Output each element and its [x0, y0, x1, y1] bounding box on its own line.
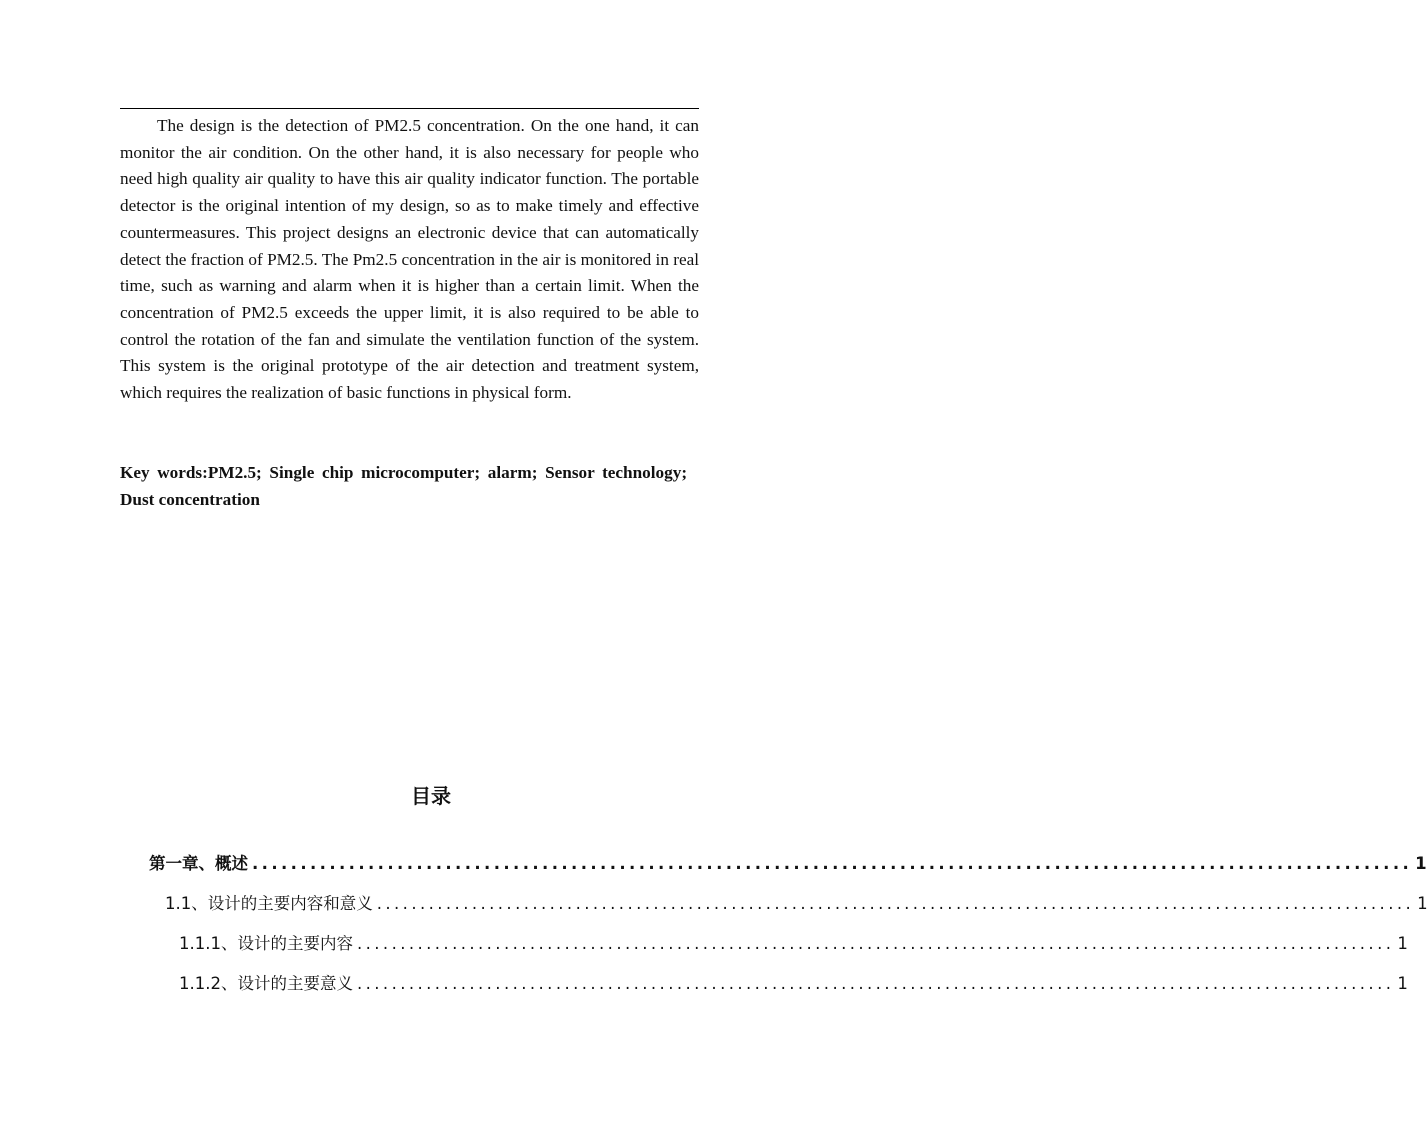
- toc-entry-label: 1.1.1、设计的主要内容: [179, 934, 353, 953]
- toc-dot-leader: ........................................................................................................................: [376, 894, 1415, 913]
- toc-entry-label: 第一章、概述: [149, 854, 248, 873]
- toc-dot-leader: ........................................................................................................................: [356, 934, 1395, 953]
- toc-dot-leader: ........................................................................................................................: [356, 974, 1395, 993]
- toc-entry-section-1-1[interactable]: [165, 891, 1428, 917]
- toc-entry-section-1-1-1[interactable]: [179, 931, 1408, 957]
- toc-page-number: 1: [1417, 894, 1428, 913]
- keywords-line: Key words:PM2.5; Single chip microcomputer; alarm; Sensor technology; Dust concentration: [120, 463, 699, 509]
- toc-page-number: 1: [1397, 974, 1408, 993]
- toc-entry-label: 1.1.2、设计的主要意义: [179, 974, 353, 993]
- toc-dot-leader: ........................................................................................................................: [252, 854, 1413, 873]
- toc-entry-section-1-1-2[interactable]: [179, 971, 1408, 997]
- toc-page-number: 1: [1415, 854, 1427, 873]
- abstract-paragraph: The design is the detection of PM2.5 concentration. On the one hand, it can monitor the air condition. On the other hand, it is also necessary for people who need high quality air quality to have this air quality indicator function. The portable detector is the original intention of my design, so as to make timely and effective countermeasures. This project designs an electronic device that can automatically detect the fraction of PM2.5. The Pm2.5 concentration in the air is monitored in real time, such as warning and alarm when it is higher than a certain limit. When the concentration of PM2.5 exceeds the upper limit, it is also required to be able to control the rotation of the fan and simulate the ventilation function of the system. This system is the original prototype of the air detection and treatment system, which requires the realization of basic functions in physical form.: [120, 116, 699, 403]
- toc-entry-chapter-1[interactable]: [149, 851, 1427, 877]
- toc-page-number: 1: [1397, 934, 1408, 953]
- toc-title: 目录: [411, 784, 451, 808]
- toc-entry-label: 1.1、设计的主要内容和意义: [165, 894, 373, 913]
